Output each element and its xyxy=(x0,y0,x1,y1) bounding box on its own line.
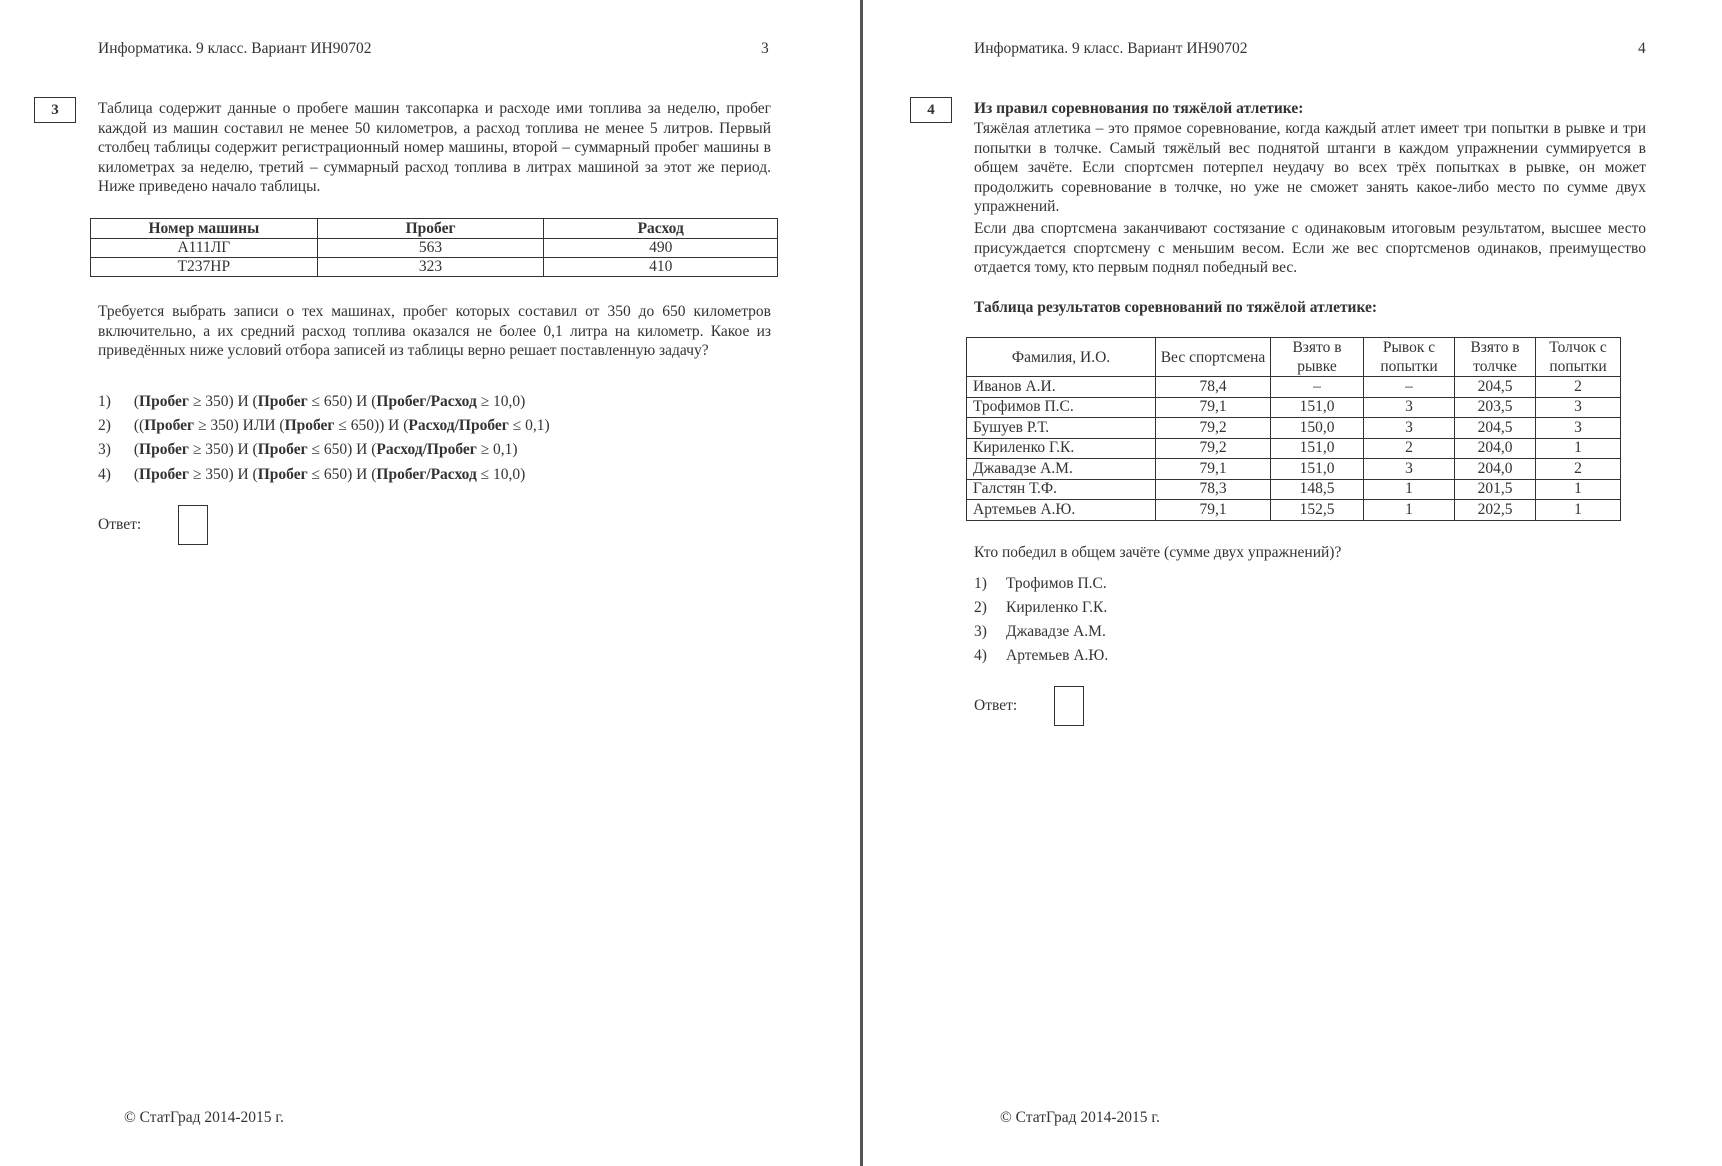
table-cell: 204,5 xyxy=(1455,418,1536,439)
table-row xyxy=(967,500,1621,521)
table-cell: 490 xyxy=(544,239,778,258)
option-number: 2) xyxy=(98,417,111,434)
table-cell: Артемьев А.Ю. xyxy=(967,500,1156,521)
table-cell: 410 xyxy=(544,258,778,277)
table-cell: Бушуев Р.Т. xyxy=(967,418,1156,439)
table-cell: 152,5 xyxy=(1271,500,1364,521)
option-2: 2) ((Пробег ≥ 350) ИЛИ (Пробег ≤ 650)) И (Расход/Пробег ≤ 0,1) xyxy=(98,417,550,434)
table-cell: Иванов А.И. xyxy=(967,377,1156,398)
table-cell: 1 xyxy=(1364,479,1455,500)
table-cell: 204,0 xyxy=(1455,438,1536,459)
table-cell: 150,0 xyxy=(1271,418,1364,439)
table-cell: 79,1 xyxy=(1156,397,1271,418)
page-footer: © СтатГрад 2014-2015 г. xyxy=(1000,1109,1160,1126)
table-cell: 151,0 xyxy=(1271,397,1364,418)
table-header-row xyxy=(91,219,778,239)
table-cell: 3 xyxy=(1364,397,1455,418)
question-number: 3 xyxy=(34,97,76,123)
table-cell: 1 xyxy=(1536,500,1621,521)
answer-label: Ответ: xyxy=(974,697,1018,714)
page-divider xyxy=(860,0,863,1166)
table-cell: 2 xyxy=(1536,459,1621,480)
page-number: 4 xyxy=(1638,40,1646,57)
table-row xyxy=(967,418,1621,439)
question-text: Таблица содержит данные о пробеге машин таксопарка и расходе ими топлива за неделю, пробег каждой из машин составил не менее 50 километров, а расход топлива не менее 5 литров. Первый столбец таблицы содержит регистрационный номер машины, второй – суммарный пробег машины в километрах за неделю, третий – суммарный расход топлива в литрах машиной за этот же период. Ниже приведено начало таблицы. xyxy=(98,100,771,196)
option-text: Кириленко Г.К. xyxy=(1006,599,1108,616)
option-3 xyxy=(974,623,1106,641)
table-row xyxy=(967,397,1621,418)
table-cell: 3 xyxy=(1536,397,1621,418)
table-cell: 78,4 xyxy=(1156,377,1271,398)
table-cell: 204,5 xyxy=(1455,377,1536,398)
table-row xyxy=(967,438,1621,459)
option-number: 4) xyxy=(974,647,987,664)
column-header: Расход xyxy=(544,219,778,239)
option-number: 1) xyxy=(98,393,111,410)
table-cell: 323 xyxy=(317,258,544,277)
table-row xyxy=(91,258,778,277)
table-cell: 204,0 xyxy=(1455,459,1536,480)
table-cell: 79,2 xyxy=(1156,438,1271,459)
table-cell: А111ЛГ xyxy=(91,239,318,258)
table-cell: 79,2 xyxy=(1156,418,1271,439)
option-4 xyxy=(974,647,1108,665)
column-header: Пробег xyxy=(317,219,544,239)
left-page xyxy=(0,0,860,1166)
table-cell: – xyxy=(1364,377,1455,398)
table-cell: Галстян Т.Ф. xyxy=(967,479,1156,500)
table-row xyxy=(967,459,1621,480)
table-row xyxy=(967,377,1621,398)
column-header: Взято в рывке xyxy=(1271,338,1364,377)
answer-box[interactable] xyxy=(1054,686,1084,726)
table-cell: 3 xyxy=(1536,418,1621,439)
option-3: 3) (Пробег ≥ 350) И (Пробег ≤ 650) И (Расход/Пробег ≥ 0,1) xyxy=(98,441,518,458)
table-cell: 79,1 xyxy=(1156,500,1271,521)
column-header: Фамилия, И.О. xyxy=(967,338,1156,377)
option-number: 2) xyxy=(974,599,987,616)
table-cell: 79,1 xyxy=(1156,459,1271,480)
results-table xyxy=(966,337,1621,521)
option-4: 4) (Пробег ≥ 350) И (Пробег ≤ 650) И (Пробег/Расход ≤ 10,0) xyxy=(98,466,526,483)
question-number: 4 xyxy=(910,97,952,123)
task-text: Требуется выбрать записи о тех машинах, пробег которых составил от 350 до 650 километров включительно, а их средний расход топлива оказался не более 0,1 литра на километр. Какое из приведённых ниже условий отбора записей из таблицы верно решает поставленную задачу? xyxy=(98,303,771,360)
table-cell: Трофимов П.С. xyxy=(967,397,1156,418)
table-cell: – xyxy=(1271,377,1364,398)
column-header: Взято в толчке xyxy=(1455,338,1536,377)
table-cell: 2 xyxy=(1364,438,1455,459)
table-header-row xyxy=(967,338,1621,377)
table-cell: 1 xyxy=(1364,500,1455,521)
table-title: Таблица результатов соревнований по тяжёлой атлетике: xyxy=(974,299,1378,316)
table-cell: Т237НР xyxy=(91,258,318,277)
column-header: Толчок с попытки xyxy=(1536,338,1621,377)
option-1: 1) (Пробег ≥ 350) И (Пробег ≤ 650) И (Пробег/Расход ≥ 10,0) xyxy=(98,393,526,410)
table-cell: 202,5 xyxy=(1455,500,1536,521)
option-number: 4) xyxy=(98,466,111,483)
option-2 xyxy=(974,599,1107,617)
table-cell: 3 xyxy=(1364,418,1455,439)
table-cell: Джавадзе А.М. xyxy=(967,459,1156,480)
page-footer: © СтатГрад 2014-2015 г. xyxy=(124,1109,284,1126)
taxi-table xyxy=(90,218,778,277)
table-row xyxy=(967,479,1621,500)
option-text: Джавадзе А.М. xyxy=(1006,623,1106,640)
page-number: 3 xyxy=(761,40,769,57)
table-cell: 1 xyxy=(1536,438,1621,459)
table-cell: 148,5 xyxy=(1271,479,1364,500)
table-cell: 203,5 xyxy=(1455,397,1536,418)
table-row xyxy=(91,239,778,258)
question-title: Из правил соревнования по тяжёлой атлетике: xyxy=(974,100,1304,117)
rules-paragraph-1: Тяжёлая атлетика – это прямое соревнование, когда каждый атлет имеет три попытки в рывке и три попытки в толчке. Самый тяжёлый вес поднятой штанги в каждом упражнении суммируется в общем зачёте. Если спортсмен потерпел неудачу во всех трёх попытках в рывке, он может продолжить соревнование в толчке, но уже не сможет занять какое-либо место по сумме двух упражнений. xyxy=(974,120,1646,216)
table-cell: 201,5 xyxy=(1455,479,1536,500)
question-prompt: Кто победил в общем зачёте (сумме двух упражнений)? xyxy=(974,544,1342,561)
option-number: 1) xyxy=(974,575,987,592)
right-page xyxy=(866,0,1722,1166)
table-cell: 78,3 xyxy=(1156,479,1271,500)
table-cell: 563 xyxy=(317,239,544,258)
option-1 xyxy=(974,575,1107,593)
option-text: Трофимов П.С. xyxy=(1006,575,1107,592)
page-header: Информатика. 9 класс. Вариант ИН90702 xyxy=(974,40,1248,57)
table-cell: 2 xyxy=(1536,377,1621,398)
table-cell: 151,0 xyxy=(1271,459,1364,480)
answer-label: Ответ: xyxy=(98,516,142,533)
column-header: Номер машины xyxy=(91,219,318,239)
column-header: Вес спортсмена xyxy=(1156,338,1271,377)
table-cell: 1 xyxy=(1536,479,1621,500)
column-header: Рывок с попытки xyxy=(1364,338,1455,377)
table-cell: 3 xyxy=(1364,459,1455,480)
page-header: Информатика. 9 класс. Вариант ИН90702 xyxy=(98,40,372,57)
option-text: Артемьев А.Ю. xyxy=(1006,647,1109,664)
table-cell: Кириленко Г.К. xyxy=(967,438,1156,459)
answer-box[interactable] xyxy=(178,505,208,545)
option-number: 3) xyxy=(974,623,987,640)
rules-paragraph-2: Если два спортсмена заканчивают состязание с одинаковым итоговым результатом, высшее место присуждается спортсмену с меньшим весом. Если же вес спортсменов одинаков, преимущество отдается тому, кто первым поднял победный вес. xyxy=(974,220,1646,277)
table-cell: 151,0 xyxy=(1271,438,1364,459)
option-number: 3) xyxy=(98,441,111,458)
